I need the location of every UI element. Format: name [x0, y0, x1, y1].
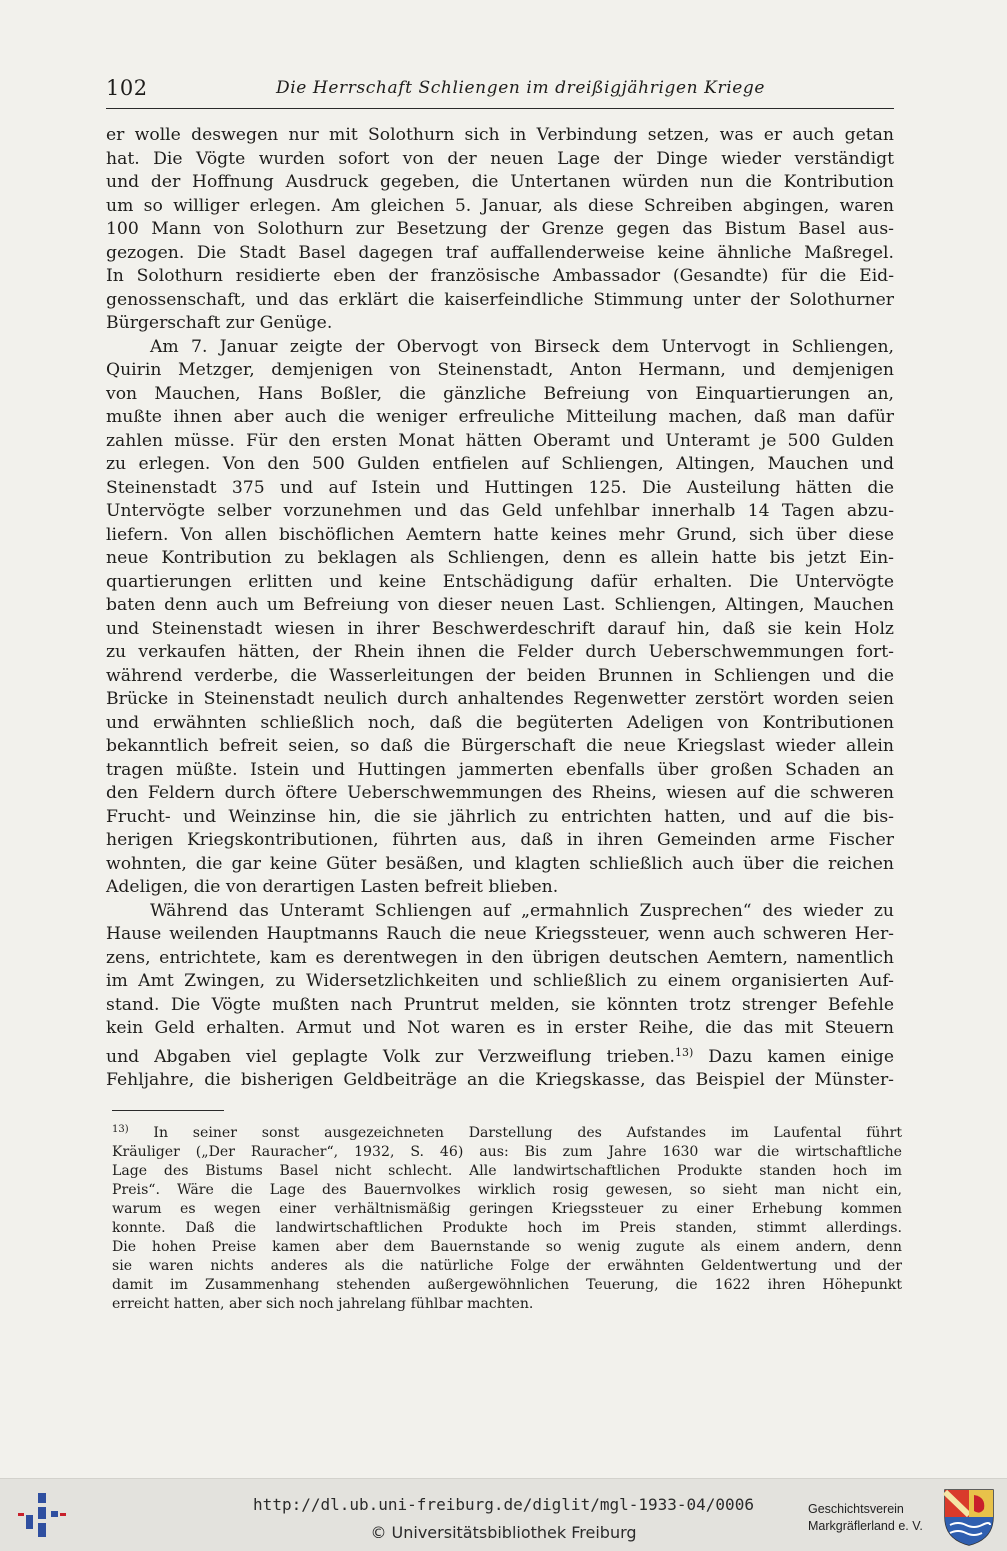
text-line: herigen Kriegskontributionen, führten aus, daß in ihren Gemeinden arme Fischer — [106, 830, 894, 850]
footnote-line: Die hohen Preise kamen aber dem Bauernstande so wenig zugute als einem andern, denn — [112, 1239, 902, 1255]
society-name-line: Geschichtsverein — [808, 1502, 904, 1516]
text-line: baten denn auch um Befreiung von dieser neuen Last. Schliengen, Altingen, Mauchen — [106, 595, 894, 615]
running-head-title: Die Herrschaft Schliengen im dreißigjährigen Kriege — [276, 78, 766, 98]
footnote-line: sie waren nichts anderes als die natürliche Folge der erwähnten Geldentwertung und der — [112, 1258, 902, 1274]
running-head — [106, 72, 894, 109]
text-line: zens, entrichtete, kam es derentwegen in den übrigen deutschen Aemtern, namentlich — [106, 947, 894, 968]
page-number: 102 — [106, 76, 148, 100]
text-line: Während das Unteramt Schliengen auf „ermahnlich Zusprechen“ des wieder zu — [150, 900, 894, 921]
text-line: Untervögte selber vorzunehmen und das Geld unfehlbar innerhalb 14 Tagen abzu- — [106, 501, 894, 521]
text-line: im Amt Zwingen, zu Widersetzlichkeiten und schließlich zu einem organisierten Auf- — [106, 971, 894, 991]
footer-bar — [0, 1478, 1007, 1551]
text-line: genossenschaft, und das erklärt die kaiserfeindliche Stimmung unter der Solothurner — [106, 289, 894, 310]
footnote-line: Lage des Bistums Basel nicht schlecht. Alle landwirtschaftlichen Produkte standen hoch im — [112, 1163, 902, 1179]
footnote-line: Preis“. Wäre die Lage des Bauernvolkes wirklich rosig gewesen, so sieht man nicht ein, — [112, 1182, 902, 1198]
text-line: quartierungen erlitten und keine Entschädigung dafür erhalten. Die Untervögte — [106, 571, 894, 592]
text-line: den Feldern durch öftere Ueberschwemmungen des Rheins, wiesen auf die schweren — [106, 783, 894, 803]
text-line: Bürgerschaft zur Genüge. — [106, 313, 333, 333]
text-line: bekanntlich befreit seien, so daß die Bürgerschaft die neue Kriegslast wieder allein — [106, 736, 894, 756]
text-line: von Mauchen, Hans Boßler, die gänzliche Befreiung von Einquartierungen an, — [106, 383, 894, 404]
paragraph-2 — [106, 336, 894, 900]
footnote-line — [112, 1120, 902, 1143]
footnote-line: warum es wegen einer verhältnismäßig geringen Kriegssteuer zu einer Erhebung kommen — [112, 1201, 902, 1217]
footnote-divider — [112, 1110, 224, 1111]
text-line: Adeligen, die von derartigen Lasten befreit blieben. — [106, 877, 559, 897]
text-run: und Abgaben viel geplagte Volk zur Verzweiflung trieben. — [106, 1046, 675, 1067]
text-line: kein Geld erhalten. Armut und Not waren es in erster Reihe, die das mit Steuern — [106, 1018, 894, 1038]
text-line: zu erlegen. Von den 500 Gulden entfielen auf Schliengen, Altingen, Mauchen und — [106, 454, 894, 474]
text-line: wohnten, die gar keine Güter besäßen, und klagten schließlich auch über die reichen — [106, 853, 894, 874]
footnote-line: damit im Zusammenhang stehenden außergewöhnlichen Teuerung, die 1622 ihren Höhepunkt — [112, 1277, 902, 1293]
footnote-line: Kräuliger („Der Rauracher“, 1932, S. 46) aus: Bis zum Jahre 1630 war die wirtschaftliche — [112, 1144, 902, 1160]
footnote-line: konnte. Daß die landwirtschaftlichen Produkte hoch im Preis standen, stimmt allerdings. — [112, 1220, 902, 1236]
text-line — [106, 1041, 894, 1070]
text-line: und Steinenstadt wiesen in ihrer Beschwerdeschrift darauf hin, daß sie kein Holz — [106, 618, 894, 639]
text-line: er wolle deswegen nur mit Solothurn sich in Verbindung setzen, was er auch getan — [106, 125, 894, 145]
text-line: 100 Mann von Solothurn zur Besetzung der Grenze gegen das Bistum Basel aus- — [106, 219, 894, 239]
society-name — [808, 1501, 938, 1535]
text-line: Quirin Metzger, demjenigen von Steinenstadt, Anton Hermann, und demjenigen — [106, 360, 894, 380]
paragraph-3 — [106, 900, 894, 1093]
text-line: Steinenstadt 375 und auf Istein und Huttingen 125. Die Austeilung hätten die — [106, 477, 894, 498]
footnote — [112, 1120, 902, 1314]
text-line: während verderbe, die Wasserleitungen der beiden Brunnen in Schliengen und die — [106, 665, 894, 686]
text-line: liefern. Von allen bischöflichen Aemtern hatte keines mehr Grund, sich über diese — [106, 524, 894, 545]
permalink-url[interactable]: http://dl.ub.uni-freiburg.de/diglit/mgl-1933-04/0006 — [253, 1495, 754, 1514]
copyright-notice: © Universitätsbibliothek Freiburg — [370, 1523, 637, 1542]
text-line: Am 7. Januar zeigte der Obervogt von Birseck dem Untervogt in Schliengen, — [150, 336, 894, 357]
text-line: mußte ihnen aber auch die weniger erfreuliche Mitteilung machen, daß man dafür — [106, 407, 894, 427]
text-line: stand. Die Vögte mußten nach Pruntrut melden, sie könnten trotz strenger Befehle — [106, 994, 894, 1015]
text-line: neue Kontribution zu beklagen als Schliengen, denn es allein hatte bis jetzt Ein- — [106, 548, 894, 568]
text-line: Brücke in Steinenstadt neulich durch anhaltendes Regenwetter zerstört worden seien — [106, 689, 894, 709]
text-line: Frucht- und Weinzinse hin, die sie jährlich zu entrichten hatten, und auf die bis- — [106, 806, 894, 827]
text-line: um so williger erlegen. Am gleichen 5. Januar, als diese Schreiben abgingen, waren — [106, 195, 894, 216]
text-line: tragen müßte. Istein und Huttingen jammerten ebenfalls über großen Schaden an — [106, 759, 894, 780]
text-line: Hause weilenden Hauptmanns Rauch die neue Kriegssteuer, wenn auch schweren Her- — [106, 924, 894, 944]
text-line: und der Hoffnung Ausdruck gegeben, die Untertanen würden nun die Kontribution — [106, 172, 894, 192]
text-line: Fehljahre, die bisherigen Geldbeiträge an die Kriegskasse, das Beispiel der Münster- — [106, 1070, 894, 1090]
text-line: In Solothurn residierte eben der französische Ambassador (Gesandte) für die Eid- — [106, 266, 894, 286]
text-line: hat. Die Vögte wurden sofort von der neuen Lage der Dinge wieder verständigt — [106, 148, 894, 169]
footnote-marker: 13) — [112, 1124, 129, 1135]
markgraeflerland-crest-icon[interactable] — [942, 1487, 996, 1547]
footnote-line: erreicht hatten, aber sich noch jahrelang fühlbar machten. — [112, 1296, 534, 1312]
text-run: In seiner sonst ausgezeichneten Darstellung des Aufstandes im Laufental führt — [128, 1125, 902, 1141]
paragraph-1 — [106, 124, 894, 336]
text-run: Dazu kamen einige — [693, 1046, 894, 1067]
footnote-reference[interactable]: 13) — [674, 1045, 694, 1059]
text-line: zahlen müsse. Für den ersten Monat hätten Oberamt und Unteramt je 500 Gulden — [106, 430, 894, 451]
text-line: und erwähnten schließlich noch, daß die begüterten Adeligen von Kontributionen — [106, 712, 894, 733]
body-text — [106, 124, 894, 1093]
society-name-line: Markgräflerland e. V. — [808, 1519, 923, 1533]
text-line: gezogen. Die Stadt Basel dagegen traf auffallenderweise keine ähnliche Maßregel. — [106, 242, 894, 263]
text-line: zu verkaufen hätten, der Rhein ihnen die Felder durch Ueberschwemmungen fort- — [106, 642, 894, 662]
